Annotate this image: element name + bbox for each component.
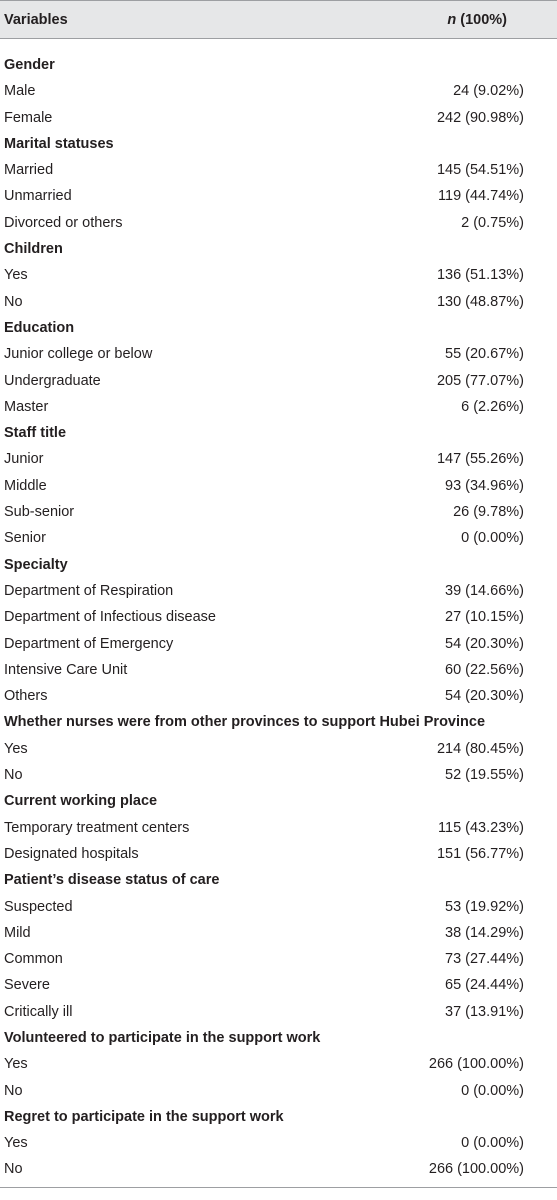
table-row: [0, 1052, 557, 1078]
group-heading-row: [0, 553, 557, 579]
table-row: [0, 737, 557, 763]
table-row: [0, 605, 557, 631]
group-heading: Whether nurses were from other provinces to support Hubei Province: [4, 714, 486, 731]
row-value: 147 (55.26%): [436, 451, 524, 468]
table-row: [0, 947, 557, 973]
table-row: [0, 973, 557, 999]
table-row: [0, 184, 557, 210]
row-value: 145 (54.51%): [436, 162, 524, 179]
group-heading: Current working place: [4, 793, 158, 810]
table-row: [0, 395, 557, 421]
row-value: 266 (100.00%): [428, 1161, 524, 1178]
row-value: 119 (44.74%): [438, 188, 524, 205]
row-label: No: [4, 767, 23, 784]
row-label: Senior: [4, 530, 46, 547]
table-row: [0, 79, 557, 105]
row-label: Unmarried: [4, 188, 72, 205]
row-value: 0 (0.00%): [461, 1082, 524, 1099]
row-value: 60 (22.56%): [445, 661, 524, 678]
row-label: No: [4, 1161, 23, 1178]
row-value: 54 (20.30%): [445, 688, 524, 705]
row-label: Sub-senior: [4, 504, 75, 521]
row-value: 27 (10.15%): [445, 609, 524, 626]
row-label: No: [4, 1082, 23, 1099]
row-label: Female: [4, 109, 53, 126]
row-label: Department of Infectious disease: [4, 609, 216, 626]
table-body: [0, 39, 557, 1184]
group-heading-row: [0, 1105, 557, 1131]
row-label: Common: [4, 951, 63, 968]
row-value: 242 (90.98%): [436, 109, 524, 126]
table-row: [0, 1079, 557, 1105]
row-value: 52 (19.55%): [445, 767, 524, 784]
row-value: 136 (51.13%): [436, 267, 524, 284]
group-heading: Volunteered to participate in the support work: [4, 1029, 321, 1046]
table-row: [0, 526, 557, 552]
header-n: [447, 12, 507, 28]
row-value: 205 (77.07%): [436, 372, 524, 389]
group-heading: Children: [4, 241, 63, 258]
table-row: [0, 579, 557, 605]
table-row: [0, 342, 557, 368]
row-label: Undergraduate: [4, 372, 101, 389]
row-label: Designated hospitals: [4, 845, 139, 862]
row-value: 93 (34.96%): [445, 477, 524, 494]
row-label: Male: [4, 83, 36, 100]
row-value: 266 (100.00%): [428, 1056, 524, 1073]
group-heading: Staff title: [4, 425, 67, 442]
group-heading-row: [0, 132, 557, 158]
row-value: 65 (24.44%): [445, 977, 524, 994]
group-heading: Gender: [4, 57, 55, 73]
row-value: 6 (2.26%): [461, 398, 524, 415]
table-row: [0, 500, 557, 526]
table-row: [0, 842, 557, 868]
row-label: Suspected: [4, 898, 73, 915]
group-heading-row: [0, 710, 557, 736]
row-label: Junior: [4, 451, 44, 468]
row-value: 0 (0.00%): [461, 530, 524, 547]
row-label: Severe: [4, 977, 50, 994]
table-row: [0, 921, 557, 947]
table-row: [0, 106, 557, 132]
table-row: [0, 158, 557, 184]
table-row: [0, 290, 557, 316]
table-row: [0, 263, 557, 289]
row-label: Others: [4, 688, 48, 705]
row-label: Temporary treatment centers: [4, 819, 190, 836]
table-row: [0, 211, 557, 237]
row-label: Yes: [4, 267, 28, 284]
table-row: [0, 447, 557, 473]
row-value: 55 (20.67%): [445, 346, 524, 363]
row-value: 214 (80.45%): [436, 740, 524, 757]
group-heading: Specialty: [4, 556, 68, 573]
group-heading-row: [0, 789, 557, 815]
row-label: Junior college or below: [4, 346, 153, 363]
header-variables: Variables: [4, 12, 68, 28]
group-heading-row: [0, 421, 557, 447]
table-row: [0, 763, 557, 789]
row-label: Yes: [4, 1135, 28, 1152]
group-heading: Marital statuses: [4, 135, 114, 152]
group-heading: Regret to participate in the support work: [4, 1108, 284, 1125]
row-value: 151 (56.77%): [436, 845, 524, 862]
table-row: [0, 474, 557, 500]
bottom-rule: [0, 1187, 557, 1188]
row-value: 53 (19.92%): [445, 898, 524, 915]
row-value: 73 (27.44%): [445, 951, 524, 968]
table-row: [0, 658, 557, 684]
row-value: 26 (9.78%): [453, 504, 524, 521]
header-n-suffix: (100%): [456, 12, 507, 28]
row-value: 115 (43.23%): [438, 819, 524, 836]
row-label: No: [4, 293, 23, 310]
group-heading-row: [0, 316, 557, 342]
table-row: [0, 1157, 557, 1183]
table-row: [0, 684, 557, 710]
group-heading: Patient’s disease status of care: [4, 872, 220, 889]
row-value: 2 (0.75%): [461, 214, 524, 231]
row-label: Master: [4, 398, 49, 415]
row-value: 130 (48.87%): [436, 293, 524, 310]
table-row: [0, 816, 557, 842]
row-value: 54 (20.30%): [445, 635, 524, 652]
row-value: 37 (13.91%): [445, 1003, 524, 1020]
group-heading-row: [0, 1026, 557, 1052]
row-label: Married: [4, 162, 54, 179]
group-heading-row: [0, 53, 557, 79]
group-heading-row: [0, 868, 557, 894]
row-label: Department of Emergency: [4, 635, 174, 652]
group-heading-row: [0, 237, 557, 263]
header-n-symbol: n: [447, 12, 457, 28]
row-value: 38 (14.29%): [445, 924, 524, 941]
row-label: Yes: [4, 740, 28, 757]
table-row: [0, 1000, 557, 1026]
row-label: Critically ill: [4, 1003, 73, 1020]
table-row: [0, 895, 557, 921]
row-label: Department of Respiration: [4, 582, 174, 599]
row-value: 24 (9.02%): [453, 83, 524, 100]
table-row: [0, 632, 557, 658]
row-label: Middle: [4, 477, 47, 494]
table-header: [0, 0, 557, 39]
table-row: [0, 369, 557, 395]
row-value: 0 (0.00%): [461, 1135, 524, 1152]
row-label: Intensive Care Unit: [4, 661, 128, 678]
row-label: Mild: [4, 924, 31, 941]
group-heading: Education: [4, 319, 75, 336]
row-label: Divorced or others: [4, 214, 123, 231]
row-value: 39 (14.66%): [445, 582, 524, 599]
row-label: Yes: [4, 1056, 28, 1073]
table-row: [0, 1131, 557, 1157]
